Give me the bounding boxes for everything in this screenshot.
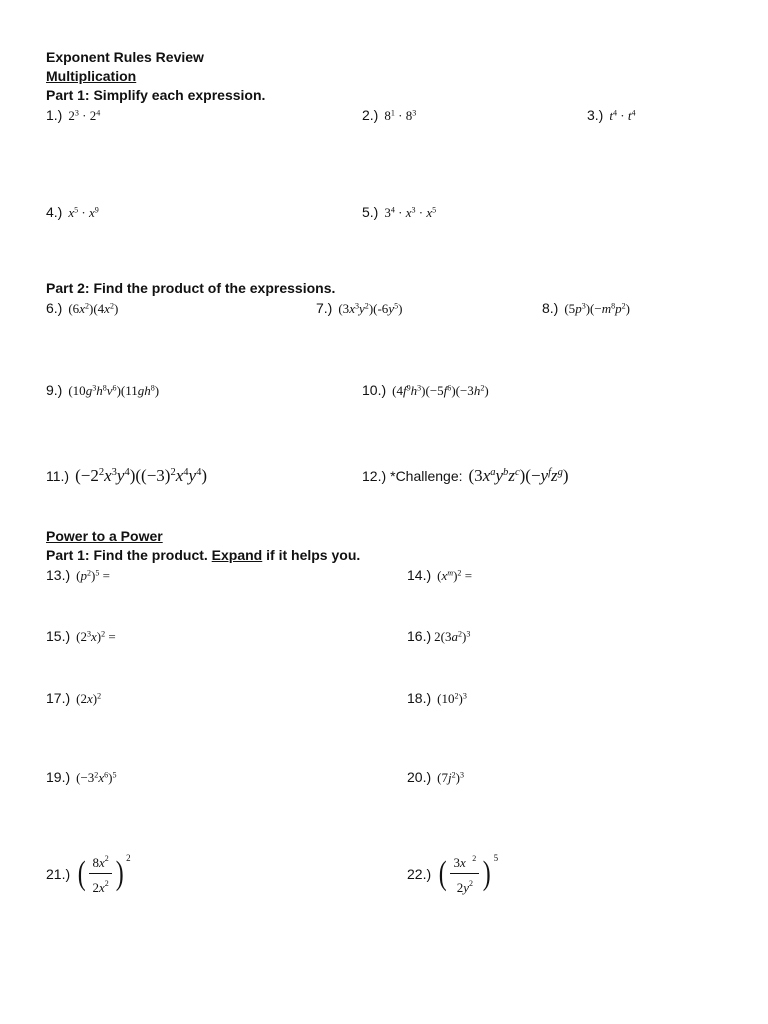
expression: $(-3^2x^6)^5$ — [76, 770, 117, 785]
problem-number: 12.) — [362, 468, 387, 484]
problem-number: 15.) — [46, 628, 71, 644]
problem-15 — [46, 627, 116, 646]
expression: $(10^2)^3$ — [437, 691, 467, 706]
problem-14 — [407, 566, 472, 585]
problem-5 — [362, 203, 436, 222]
problem-10 — [362, 381, 489, 400]
problem-8 — [542, 299, 630, 318]
expression: $(2^3x)^2$ = — [76, 629, 116, 644]
instruction-text: if it helps you. — [262, 547, 361, 563]
power-part1-instructions — [46, 546, 360, 564]
problem-3 — [587, 106, 636, 125]
problem-number: 10.) — [362, 382, 387, 398]
problem-number: 5.) — [362, 204, 379, 220]
problem-11 — [46, 467, 207, 485]
problem-number: 17.) — [46, 690, 71, 706]
expression: $(3x^ay^bz^c)(-y^fz^g)$ — [468, 466, 569, 485]
problem-number: 14.) — [407, 567, 432, 583]
expression: $x^5 \cdot x^9$ — [68, 205, 99, 220]
problem-number: 19.) — [46, 769, 71, 785]
problem-12 — [362, 467, 569, 485]
expression: ( $\frac{3x ^2}{2y^2}$ ) 5 — [437, 850, 498, 897]
part2-instructions: Part 2: Find the product of the expressions. — [46, 280, 336, 296]
expression: $(6x^2)(4x^2)$ — [68, 301, 119, 316]
problem-number: 7.) — [316, 300, 333, 316]
expression: $(3x^3y^2)(-6y^5)$ — [338, 301, 403, 316]
problem-number: 8.) — [542, 300, 559, 316]
problem-number: 4.) — [46, 204, 63, 220]
problem-number: 6.) — [46, 300, 63, 316]
problem-number: 21.) — [46, 865, 71, 882]
problem-2 — [362, 106, 416, 125]
problem-number: 16.) — [407, 628, 432, 644]
problem-19 — [46, 768, 117, 787]
problem-6 — [46, 299, 118, 318]
problem-18 — [407, 689, 467, 708]
expression: $2^3 \cdot 2^4$ — [68, 108, 101, 123]
section-multiplication-heading: Multiplication — [46, 68, 137, 84]
expression: $(7j^2)^3$ — [437, 770, 464, 785]
expression: $3^4 \cdot x^3 \cdot x^5$ — [384, 205, 437, 220]
expression: $(4f^9h^3)(-5f^6)(-3h^2)$ — [392, 383, 489, 398]
problem-16 — [407, 627, 470, 646]
instruction-text: Part 1: Find the product. — [46, 547, 212, 563]
problem-number: 3.) — [587, 107, 604, 123]
expression: ( $\frac{8x^2}{2x^2}$ ) 2 — [76, 850, 130, 897]
problem-20 — [407, 768, 464, 787]
problem-number: 2.) — [362, 107, 379, 123]
instruction-emphasis: Expand — [211, 547, 263, 563]
problem-1 — [46, 106, 100, 125]
problem-number: 13.) — [46, 567, 71, 583]
problem-number: 11.) — [46, 468, 70, 484]
expression: $(2x)^2$ — [76, 691, 102, 706]
expression: $(5p^3)(-m^8p^2)$ — [564, 301, 631, 316]
worksheet-title: Exponent Rules Review — [46, 49, 204, 65]
problem-17 — [46, 689, 101, 708]
problem-number: 1.) — [46, 107, 63, 123]
expression: $(-2^2x^3y^4)((-3)^2x^4y^4)$ — [75, 466, 208, 485]
problem-9 — [46, 381, 159, 400]
problem-number: 18.) — [407, 690, 432, 706]
challenge-label: *Challenge: — [390, 468, 463, 484]
problem-7 — [316, 299, 402, 318]
expression: $(10g^3h^8v^6)(11gh^8)$ — [68, 383, 160, 398]
expression: $(p^2)^5$ = — [76, 568, 110, 583]
section-power-heading: Power to a Power — [46, 528, 163, 544]
problem-21 — [46, 850, 131, 897]
expression: $8^1 \cdot 8^3$ — [384, 108, 417, 123]
problem-number: 22.) — [407, 865, 432, 882]
problem-number: 9.) — [46, 382, 63, 398]
problem-4 — [46, 203, 99, 222]
problem-13 — [46, 566, 110, 585]
expression: $2(3a^2)^3$ — [434, 629, 471, 644]
problem-number: 20.) — [407, 769, 432, 785]
problem-22 — [407, 850, 498, 897]
expression: $t^4 \cdot t^4$ — [609, 108, 636, 123]
expression: $(x^m)^2$ = — [437, 568, 473, 583]
part1-instructions: Part 1: Simplify each expression. — [46, 87, 266, 103]
